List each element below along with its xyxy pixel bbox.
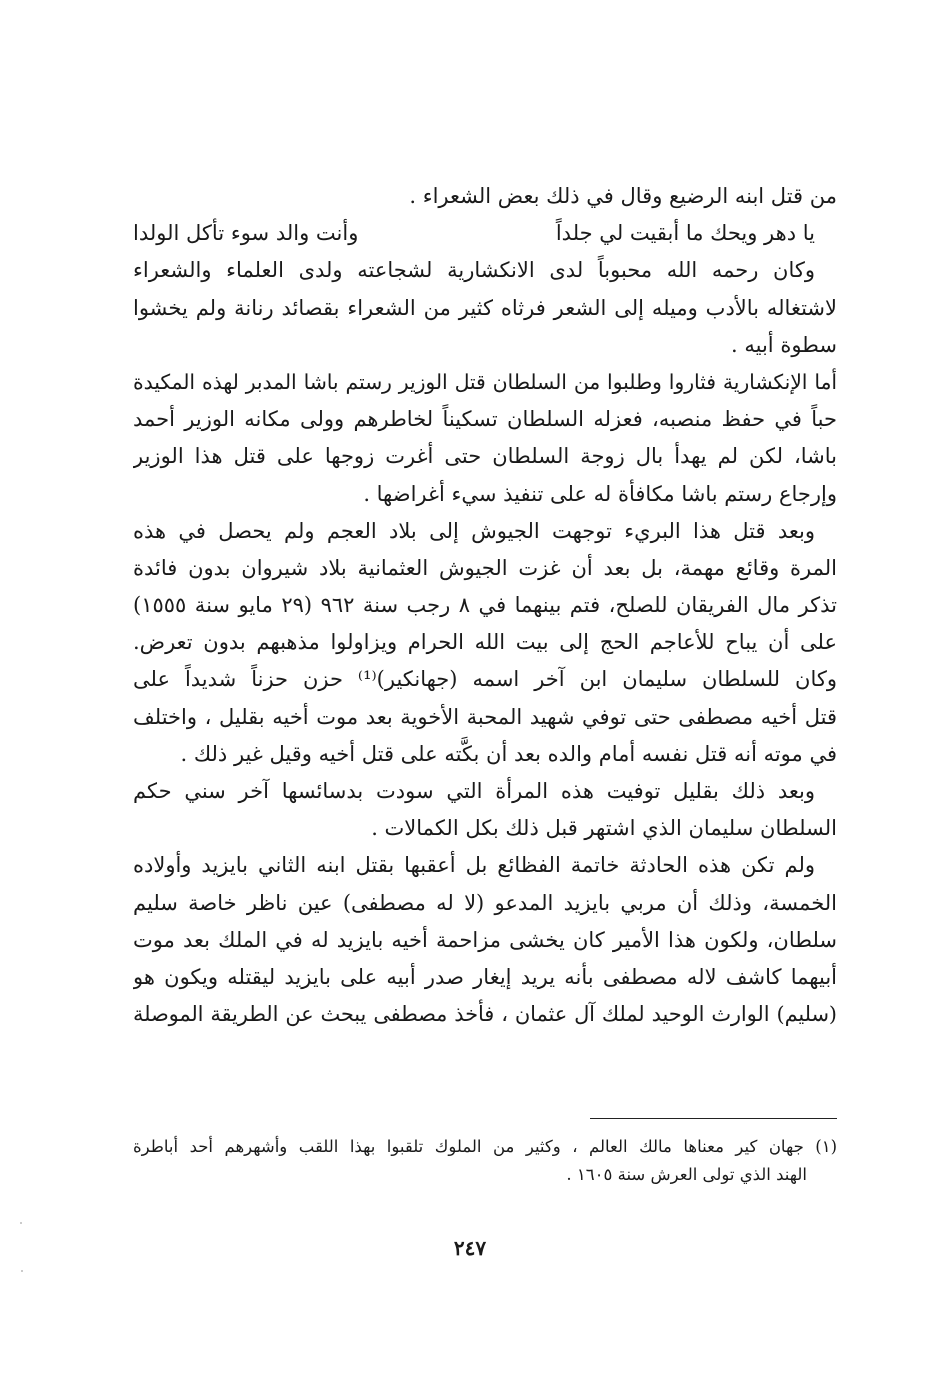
- text-line: أبيهما كاشف لاله مصطفى بأنه يريد إيغار صدر أبيه على بايزيد ليقتله ويكون هو: [133, 964, 837, 989]
- text-line: باشا، لكن لم يهدأ بال زوجة السلطان حتى أغرت زوجها على قتل هذا الوزير: [133, 444, 837, 469]
- text-line: وبعد ذلك بقليل توفيت هذه المرأة التي سودت بدسائسها آخر سني حكم: [133, 779, 815, 803]
- text-line: من قتل ابنه الرضيع وقال في ذلك بعض الشعراء .: [409, 184, 837, 208]
- text-line: على أن يباح للأعاجم الحج إلى بيت الله الحرام ويزاولوا مذهبهم بدون تعرض.: [133, 630, 837, 655]
- footnote-line: (١) جهان كير معناها مالك العالم ، وكثير من الملوك تلقبوا بهذا اللقب وأشهرهم أحد أباطرة: [133, 1137, 837, 1156]
- text-line: وكان للسلطان سليمان ابن آخر اسمه (جهانكير)⁽¹⁾ حزن حزناً شديداً على: [133, 667, 837, 692]
- footnotes: [133, 1133, 837, 1189]
- text-line: أما الإنكشارية فثاروا وطلبوا من السلطان قتل الوزير رستم باشا المدبر لهذه المكيدة: [133, 369, 837, 394]
- scan-speck: [21, 1270, 23, 1272]
- verse-second-hemistich: وأنت والد سوء تأكل الولدا: [133, 221, 359, 246]
- text-line: وكان رحمه الله محبوباً لدى الانكشارية لشجاعته ولدى العلماء والشعراء: [133, 258, 815, 283]
- body-text: [133, 178, 837, 1033]
- text-line: ولم تكن هذه الحادثة خاتمة الفظائع بل أعقبها بقتل ابنه الثاني بايزيد وأولاده: [133, 853, 815, 878]
- text-line: حباً في حفظ منصبه، فعزله السلطان تسكيناً لخاطرهم وولى مكانه الوزير أحمد: [133, 407, 837, 432]
- verse-first-hemistich: يا دهر ويحك ما أبقيت لي جلداً: [555, 221, 815, 246]
- text-line: وإرجاع رستم باشا مكافأة له على تنفيذ سيء أغراضها .: [363, 481, 837, 506]
- text-line: السلطان سليمان الذي اشتهر قبل ذلك بكل الكمالات .: [371, 816, 837, 841]
- scan-speck: [20, 1222, 22, 1224]
- text-line: لاشتغاله بالأدب وميله إلى الشعر فرثاه كثير من الشعراء بقصائد رنانة ولم يخشوا: [133, 295, 837, 320]
- text-line: (سليم) الوارث الوحيد لملك آل عثمان ، فأخذ مصطفى يبحث عن الطريقة الموصلة: [133, 1002, 837, 1027]
- footnote-line: الهند الذي تولى العرش سنة ١٦٠٥ .: [566, 1165, 807, 1184]
- text-line: قتل أخيه مصطفى حتى توفي شهيد المحبة الأخوية بعد موت أخيه بقليل ، واختلف: [133, 704, 837, 729]
- text-line: سطوة أبيه .: [731, 332, 837, 357]
- text-line: الخمسة، وذلك أن مربي بايزيد المدعو (لا له مصطفى) عين ناظر خاصة سليم: [133, 890, 837, 915]
- page-number: ٢٤٧: [453, 1236, 487, 1260]
- text-line: وبعد قتل هذا البريء توجهت الجيوش إلى بلاد العجم ولم يحصل في هذه: [133, 518, 815, 543]
- text-line: سلطان، ولكون هذا الأمير كان يخشى مزاحمة أخيه بايزيد له في الملك بعد موت: [133, 927, 837, 952]
- poem-verse: [133, 215, 837, 252]
- footnote-divider: [590, 1118, 837, 1119]
- text-line: المرة وقائع مهمة، بل بعد أن غزت الجيوش العثمانية بلاد شيروان بدون فائدة: [133, 555, 837, 580]
- text-line: في موته أنه قتل نفسه أمام والده بعد أن بكَّته على قتل أخيه وقيل غير ذلك .: [180, 741, 837, 766]
- text-line: تذكر مال الفريقان للصلح، فتم بينهما في ٨ رجب سنة ٩٦٢ (٢٩ مايو سنة ١٥٥٥): [133, 593, 837, 618]
